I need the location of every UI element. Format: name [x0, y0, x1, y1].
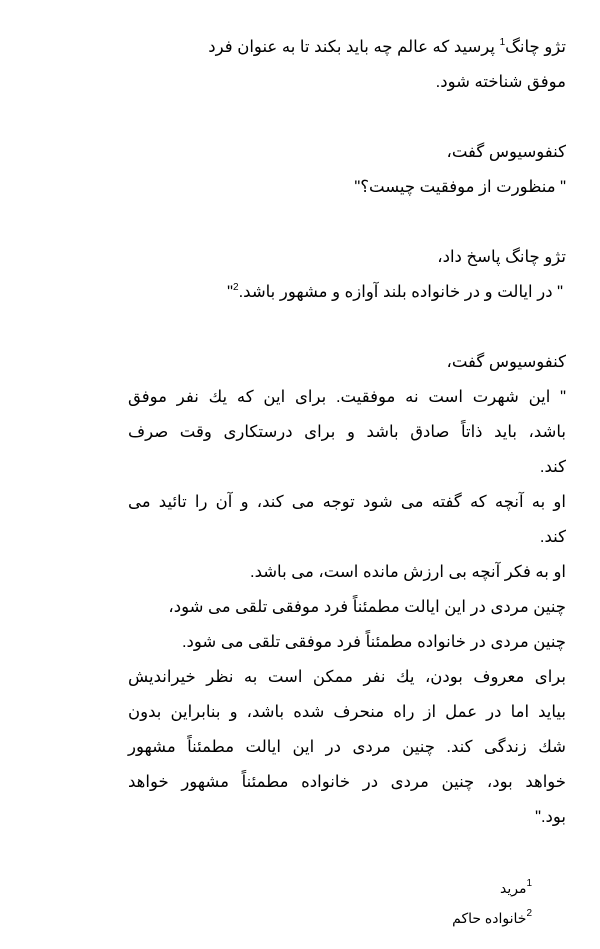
footnotes: [452, 873, 532, 933]
footnote-text: خانواده حاکم: [452, 910, 527, 926]
text-line: موفق شناخته شود.: [435, 73, 566, 91]
text-line: چنین مردی در خانواده مطمئناً فرد موفقی تلقی می شود.: [181, 633, 566, 651]
text-line: کند.: [539, 528, 566, 546]
footnote-1: [452, 873, 532, 903]
text-line: او به فکر آنچه بی ارزش مانده است، می باشد.: [249, 563, 566, 581]
text-line: [128, 275, 566, 310]
footnote-ref: 1: [499, 37, 506, 48]
text-fragment: " در ایالت و در خانواده بلند آوازه و مشهور باشد.: [238, 283, 563, 301]
text-line: " منظورت از موفقیت چیست؟": [354, 178, 566, 196]
text-line: کند.: [539, 458, 566, 476]
text-line: [128, 30, 566, 65]
text-line: خواهد بود، چنین مردی در خانواده مطمئناً مشهور خواهد: [128, 773, 566, 791]
footnote-number: 2: [526, 908, 532, 919]
paragraph-gap: [128, 310, 566, 345]
paragraph-confucius-reply-1: [128, 135, 566, 205]
text-line: باشد، باید ذاتاً صادق باشد و برای درستکاری وقت صرف: [128, 423, 566, 441]
paragraph-gap: [128, 100, 566, 135]
speaker-name: تژو چانگ: [505, 38, 566, 56]
document-body: [128, 30, 566, 835]
text-fragment: ": [227, 283, 234, 301]
text-line: بیاید اما در عمل از راه منحرف شده باشد، و بنابراین بدون: [128, 703, 566, 721]
text-line: کنفوسیوس گفت،: [446, 353, 566, 371]
text-line: چنین مردی در این ایالت مطمئناً فرد موفقی تلقی می شود،: [168, 598, 566, 616]
text-line: شك زندگی کند. چنین مردی در این ایالت مطمئناً مشهور: [128, 738, 566, 756]
text-line: کنفوسیوس گفت،: [446, 143, 566, 161]
text-line: برای معروف بودن، یك نفر ممکن است به نظر خیراندیش: [128, 668, 566, 686]
text-line: " این شهرت است نه موفقیت. برای این که یك نفر موفق: [128, 388, 566, 406]
text-line: بود.": [535, 808, 566, 826]
text-line: تژو چانگ پاسخ داد،: [437, 248, 566, 266]
footnote-text: مرید: [499, 880, 527, 896]
text-fragment: پرسید که عالم چه باید بکند تا به عنوان فرد: [208, 38, 500, 56]
footnote-number: 1: [526, 878, 532, 889]
paragraph-confucius-reply-2: [128, 345, 566, 835]
paragraph-tzu-chang-reply: [128, 240, 566, 310]
paragraph-question: [128, 30, 566, 100]
footnote-2: [452, 903, 532, 933]
footnote-ref: 2: [233, 282, 239, 293]
text-line: او به آنچه که گفته می شود توجه می کند، و آن را تائید می: [128, 493, 566, 511]
paragraph-gap: [128, 205, 566, 240]
